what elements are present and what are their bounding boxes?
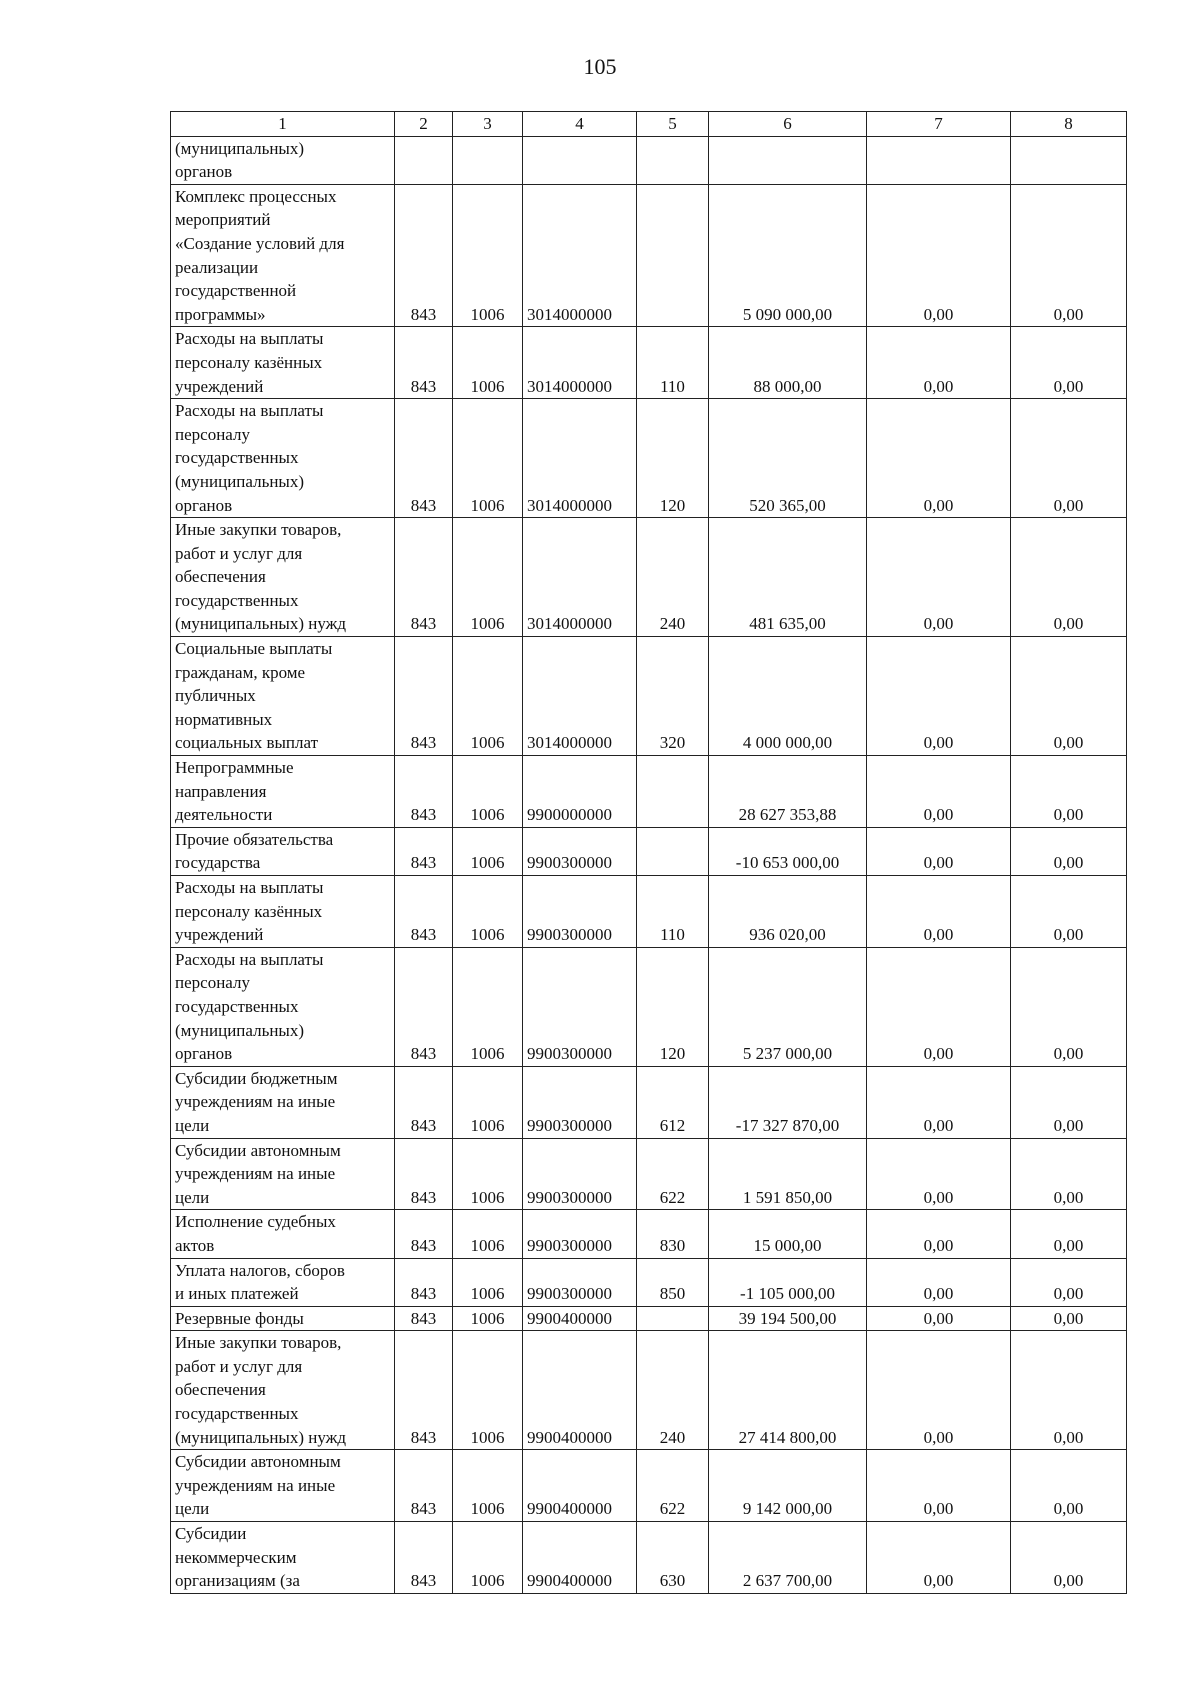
cell-name — [171, 1306, 395, 1331]
table-row — [171, 947, 1127, 1066]
cell-col-3: 1006 — [453, 827, 523, 875]
cell-col-8: 0,00 — [1011, 827, 1127, 875]
cell-col-8: 0,00 — [1011, 1138, 1127, 1210]
name-line: Расходы на выплаты — [175, 401, 324, 421]
name-line: персоналу казённых — [175, 901, 323, 921]
cell-col-6: 5 090 000,00 — [709, 184, 867, 327]
cell-col-8: 0,00 — [1011, 1306, 1127, 1331]
cell-name — [171, 1258, 395, 1306]
name-line: Субсидии бюджетным — [175, 1068, 338, 1088]
cell-col-3: 1006 — [453, 1138, 523, 1210]
cell-col-6: -1 105 000,00 — [709, 1258, 867, 1306]
cell-col-8: 0,00 — [1011, 518, 1127, 637]
header-col-2: 2 — [395, 112, 453, 137]
name-line: учреждениям на иные — [175, 1164, 336, 1184]
cell-col-4: 3014000000 — [523, 184, 637, 327]
name-line: органов — [175, 1044, 233, 1064]
name-line: органов — [175, 495, 233, 515]
cell-col-5: 612 — [637, 1066, 709, 1138]
name-line: реализации — [175, 257, 259, 277]
name-line: работ и услуг для — [175, 1356, 303, 1376]
cell-col-4: 9900300000 — [523, 1138, 637, 1210]
cell-col-6: 5 237 000,00 — [709, 947, 867, 1066]
name-line: учреждений — [175, 376, 264, 396]
cell-col-6: 15 000,00 — [709, 1210, 867, 1258]
name-line: публичных — [175, 686, 256, 706]
name-line: (муниципальных) — [175, 471, 305, 491]
name-line: Резервные фонды — [175, 1308, 304, 1328]
cell-col-2 — [395, 136, 453, 184]
cell-col-7: 0,00 — [867, 518, 1011, 637]
cell-col-4: 9900300000 — [523, 947, 637, 1066]
cell-col-4: 9900300000 — [523, 1258, 637, 1306]
header-col-3: 3 — [453, 112, 523, 137]
cell-col-5 — [637, 827, 709, 875]
name-line: обеспечения — [175, 1380, 266, 1400]
cell-col-7: 0,00 — [867, 1258, 1011, 1306]
cell-col-7: 0,00 — [867, 876, 1011, 948]
name-line: учреждений — [175, 925, 264, 945]
cell-name — [171, 876, 395, 948]
cell-col-7: 0,00 — [867, 399, 1011, 518]
cell-col-7: 0,00 — [867, 327, 1011, 399]
table-row — [171, 184, 1127, 327]
cell-col-7: 0,00 — [867, 756, 1011, 828]
table-body — [171, 136, 1127, 1593]
name-line: государственных — [175, 590, 299, 610]
cell-col-5: 830 — [637, 1210, 709, 1258]
name-line: (муниципальных) — [175, 138, 305, 158]
cell-col-2: 843 — [395, 1210, 453, 1258]
cell-col-2: 843 — [395, 1306, 453, 1331]
cell-name — [171, 327, 395, 399]
name-line: программы» — [175, 304, 266, 324]
cell-col-5: 240 — [637, 518, 709, 637]
cell-col-8: 0,00 — [1011, 184, 1127, 327]
cell-name — [171, 1522, 395, 1594]
cell-col-5: 120 — [637, 399, 709, 518]
name-line: учреждениям на иные — [175, 1092, 336, 1112]
cell-col-7: 0,00 — [867, 1210, 1011, 1258]
cell-col-6: 28 627 353,88 — [709, 756, 867, 828]
cell-col-7: 0,00 — [867, 947, 1011, 1066]
cell-col-7: 0,00 — [867, 1138, 1011, 1210]
cell-col-2: 843 — [395, 827, 453, 875]
table-row — [171, 1331, 1127, 1450]
cell-name — [171, 1138, 395, 1210]
name-line: нормативных — [175, 709, 273, 729]
name-line: (муниципальных) нужд — [175, 614, 347, 634]
cell-col-4: 9900300000 — [523, 827, 637, 875]
cell-col-2: 843 — [395, 876, 453, 948]
cell-col-7: 0,00 — [867, 1306, 1011, 1331]
name-line: работ и услуг для — [175, 543, 303, 563]
name-line: Прочие обязательства — [175, 829, 334, 849]
cell-col-3: 1006 — [453, 756, 523, 828]
cell-col-5: 110 — [637, 876, 709, 948]
name-line: Субсидии автономным — [175, 1140, 341, 1160]
name-line: организациям (за — [175, 1571, 300, 1591]
name-line: гражданам, кроме — [175, 662, 306, 682]
cell-col-6: -17 327 870,00 — [709, 1066, 867, 1138]
name-line: «Создание условий для — [175, 233, 345, 253]
cell-col-4: 9900400000 — [523, 1306, 637, 1331]
cell-col-4: 9900300000 — [523, 876, 637, 948]
cell-col-4: 9900400000 — [523, 1522, 637, 1594]
table-row — [171, 1138, 1127, 1210]
cell-col-5 — [637, 136, 709, 184]
cell-col-5: 240 — [637, 1331, 709, 1450]
name-line: некоммерческим — [175, 1547, 297, 1567]
cell-col-6: 520 365,00 — [709, 399, 867, 518]
header-col-4: 4 — [523, 112, 637, 137]
cell-name — [171, 1066, 395, 1138]
table-row — [171, 827, 1127, 875]
name-line: персоналу — [175, 424, 250, 444]
table-row — [171, 327, 1127, 399]
page-number: 105 — [583, 54, 617, 79]
cell-name — [171, 756, 395, 828]
name-line: Субсидии автономным — [175, 1452, 341, 1472]
cell-col-6: 4 000 000,00 — [709, 637, 867, 756]
cell-col-6: 1 591 850,00 — [709, 1138, 867, 1210]
name-line: государства — [175, 853, 261, 873]
cell-col-4: 3014000000 — [523, 518, 637, 637]
cell-name — [171, 518, 395, 637]
name-line: государственных — [175, 996, 299, 1016]
table-row — [171, 637, 1127, 756]
cell-col-4 — [523, 136, 637, 184]
cell-col-3: 1006 — [453, 1066, 523, 1138]
cell-col-8 — [1011, 136, 1127, 184]
cell-name — [171, 1210, 395, 1258]
cell-col-2: 843 — [395, 1522, 453, 1594]
cell-col-8: 0,00 — [1011, 1331, 1127, 1450]
cell-col-5: 630 — [637, 1522, 709, 1594]
name-line: государственных — [175, 1404, 299, 1424]
cell-col-2: 843 — [395, 518, 453, 637]
cell-col-2: 843 — [395, 1066, 453, 1138]
cell-col-7: 0,00 — [867, 1522, 1011, 1594]
table-row — [171, 399, 1127, 518]
name-line: Расходы на выплаты — [175, 878, 324, 897]
cell-col-3: 1006 — [453, 1331, 523, 1450]
header-col-5: 5 — [637, 112, 709, 137]
table-row — [171, 518, 1127, 637]
cell-name — [171, 1450, 395, 1522]
cell-name — [171, 827, 395, 875]
cell-col-7: 0,00 — [867, 184, 1011, 327]
table-row — [171, 1066, 1127, 1138]
cell-col-3 — [453, 136, 523, 184]
cell-name — [171, 1331, 395, 1450]
table-row — [171, 1450, 1127, 1522]
cell-col-4: 9900400000 — [523, 1450, 637, 1522]
cell-col-3: 1006 — [453, 184, 523, 327]
table-row — [171, 876, 1127, 948]
header-col-6: 6 — [709, 112, 867, 137]
name-line: социальных выплат — [175, 733, 319, 753]
cell-col-3: 1006 — [453, 876, 523, 948]
name-line: Социальные выплаты — [175, 639, 333, 659]
header-col-8: 8 — [1011, 112, 1127, 137]
cell-col-6: -10 653 000,00 — [709, 827, 867, 875]
table-row — [171, 1306, 1127, 1331]
table-row — [171, 1258, 1127, 1306]
name-line: Иные закупки товаров, — [175, 520, 342, 540]
name-line: органов — [175, 162, 233, 182]
cell-col-3: 1006 — [453, 1450, 523, 1522]
name-line: учреждениям на иные — [175, 1475, 336, 1495]
table-row — [171, 1210, 1127, 1258]
cell-col-8: 0,00 — [1011, 1258, 1127, 1306]
cell-col-5: 622 — [637, 1138, 709, 1210]
cell-col-8: 0,00 — [1011, 1210, 1127, 1258]
cell-col-3: 1006 — [453, 1258, 523, 1306]
cell-col-4: 3014000000 — [523, 327, 637, 399]
name-line: направления — [175, 781, 267, 801]
cell-col-3: 1006 — [453, 518, 523, 637]
name-line: государственных — [175, 448, 299, 468]
cell-col-5: 320 — [637, 637, 709, 756]
cell-col-2: 843 — [395, 756, 453, 828]
cell-name — [171, 637, 395, 756]
cell-col-5 — [637, 756, 709, 828]
cell-col-5 — [637, 184, 709, 327]
cell-col-4: 9900000000 — [523, 756, 637, 828]
name-line: персоналу казённых — [175, 352, 323, 372]
cell-col-8: 0,00 — [1011, 1450, 1127, 1522]
cell-col-4: 3014000000 — [523, 637, 637, 756]
cell-col-2: 843 — [395, 1258, 453, 1306]
cell-name — [171, 399, 395, 518]
cell-col-5: 850 — [637, 1258, 709, 1306]
name-line: Исполнение судебных — [175, 1212, 336, 1232]
cell-col-3: 1006 — [453, 637, 523, 756]
name-line: актов — [175, 1235, 215, 1255]
cell-col-7: 0,00 — [867, 1450, 1011, 1522]
name-line: Уплата налогов, сборов — [175, 1260, 345, 1280]
cell-col-8: 0,00 — [1011, 1066, 1127, 1138]
cell-col-6: 27 414 800,00 — [709, 1331, 867, 1450]
table-row — [171, 1522, 1127, 1594]
cell-col-3: 1006 — [453, 947, 523, 1066]
cell-col-8: 0,00 — [1011, 1522, 1127, 1594]
cell-col-7: 0,00 — [867, 1066, 1011, 1138]
cell-name — [171, 136, 395, 184]
cell-col-7 — [867, 136, 1011, 184]
cell-col-2: 843 — [395, 947, 453, 1066]
name-line: цели — [175, 1499, 210, 1519]
cell-col-3: 1006 — [453, 1306, 523, 1331]
name-line: цели — [175, 1115, 210, 1135]
cell-col-6: 39 194 500,00 — [709, 1306, 867, 1331]
cell-col-2: 843 — [395, 637, 453, 756]
cell-col-3: 1006 — [453, 399, 523, 518]
cell-col-5 — [637, 1306, 709, 1331]
name-line: Субсидии — [175, 1524, 247, 1544]
header-col-7: 7 — [867, 112, 1011, 137]
cell-col-2: 843 — [395, 1450, 453, 1522]
name-line: Расходы на выплаты — [175, 329, 324, 349]
cell-col-3: 1006 — [453, 327, 523, 399]
name-line: персоналу — [175, 973, 250, 993]
cell-col-2: 843 — [395, 399, 453, 518]
name-line: Расходы на выплаты — [175, 949, 324, 969]
name-line: (муниципальных) нужд — [175, 1427, 347, 1447]
cell-name — [171, 947, 395, 1066]
cell-col-6: 936 020,00 — [709, 876, 867, 948]
cell-col-6: 88 000,00 — [709, 327, 867, 399]
cell-col-6: 481 635,00 — [709, 518, 867, 637]
cell-col-5: 622 — [637, 1450, 709, 1522]
name-line: Комплекс процессных — [175, 186, 337, 206]
budget-table — [170, 111, 1127, 1594]
cell-col-6: 2 637 700,00 — [709, 1522, 867, 1594]
cell-col-8: 0,00 — [1011, 876, 1127, 948]
cell-col-5: 110 — [637, 327, 709, 399]
cell-col-7: 0,00 — [867, 637, 1011, 756]
cell-col-2: 843 — [395, 1138, 453, 1210]
cell-col-4: 3014000000 — [523, 399, 637, 518]
cell-col-8: 0,00 — [1011, 756, 1127, 828]
cell-col-6 — [709, 136, 867, 184]
name-line: обеспечения — [175, 567, 266, 587]
name-line: деятельности — [175, 805, 273, 825]
cell-col-8: 0,00 — [1011, 637, 1127, 756]
cell-col-8: 0,00 — [1011, 947, 1127, 1066]
cell-col-2: 843 — [395, 1331, 453, 1450]
cell-col-4: 9900400000 — [523, 1331, 637, 1450]
cell-col-8: 0,00 — [1011, 399, 1127, 518]
cell-col-8: 0,00 — [1011, 327, 1127, 399]
cell-col-4: 9900300000 — [523, 1066, 637, 1138]
cell-col-5: 120 — [637, 947, 709, 1066]
cell-col-2: 843 — [395, 327, 453, 399]
header-row — [171, 112, 1127, 137]
name-line: Иные закупки товаров, — [175, 1333, 342, 1353]
name-line: и иных платежей — [175, 1284, 299, 1304]
header-col-1: 1 — [171, 112, 395, 137]
table-row — [171, 756, 1127, 828]
cell-col-4: 9900300000 — [523, 1210, 637, 1258]
cell-name — [171, 184, 395, 327]
name-line: мероприятий — [175, 210, 271, 230]
name-line: государственной — [175, 281, 297, 301]
cell-col-6: 9 142 000,00 — [709, 1450, 867, 1522]
name-line: (муниципальных) — [175, 1020, 305, 1040]
table-row — [171, 136, 1127, 184]
cell-col-2: 843 — [395, 184, 453, 327]
cell-col-3: 1006 — [453, 1522, 523, 1594]
cell-col-3: 1006 — [453, 1210, 523, 1258]
cell-col-7: 0,00 — [867, 1331, 1011, 1450]
name-line: Непрограммные — [175, 758, 294, 778]
name-line: цели — [175, 1187, 210, 1207]
cell-col-7: 0,00 — [867, 827, 1011, 875]
